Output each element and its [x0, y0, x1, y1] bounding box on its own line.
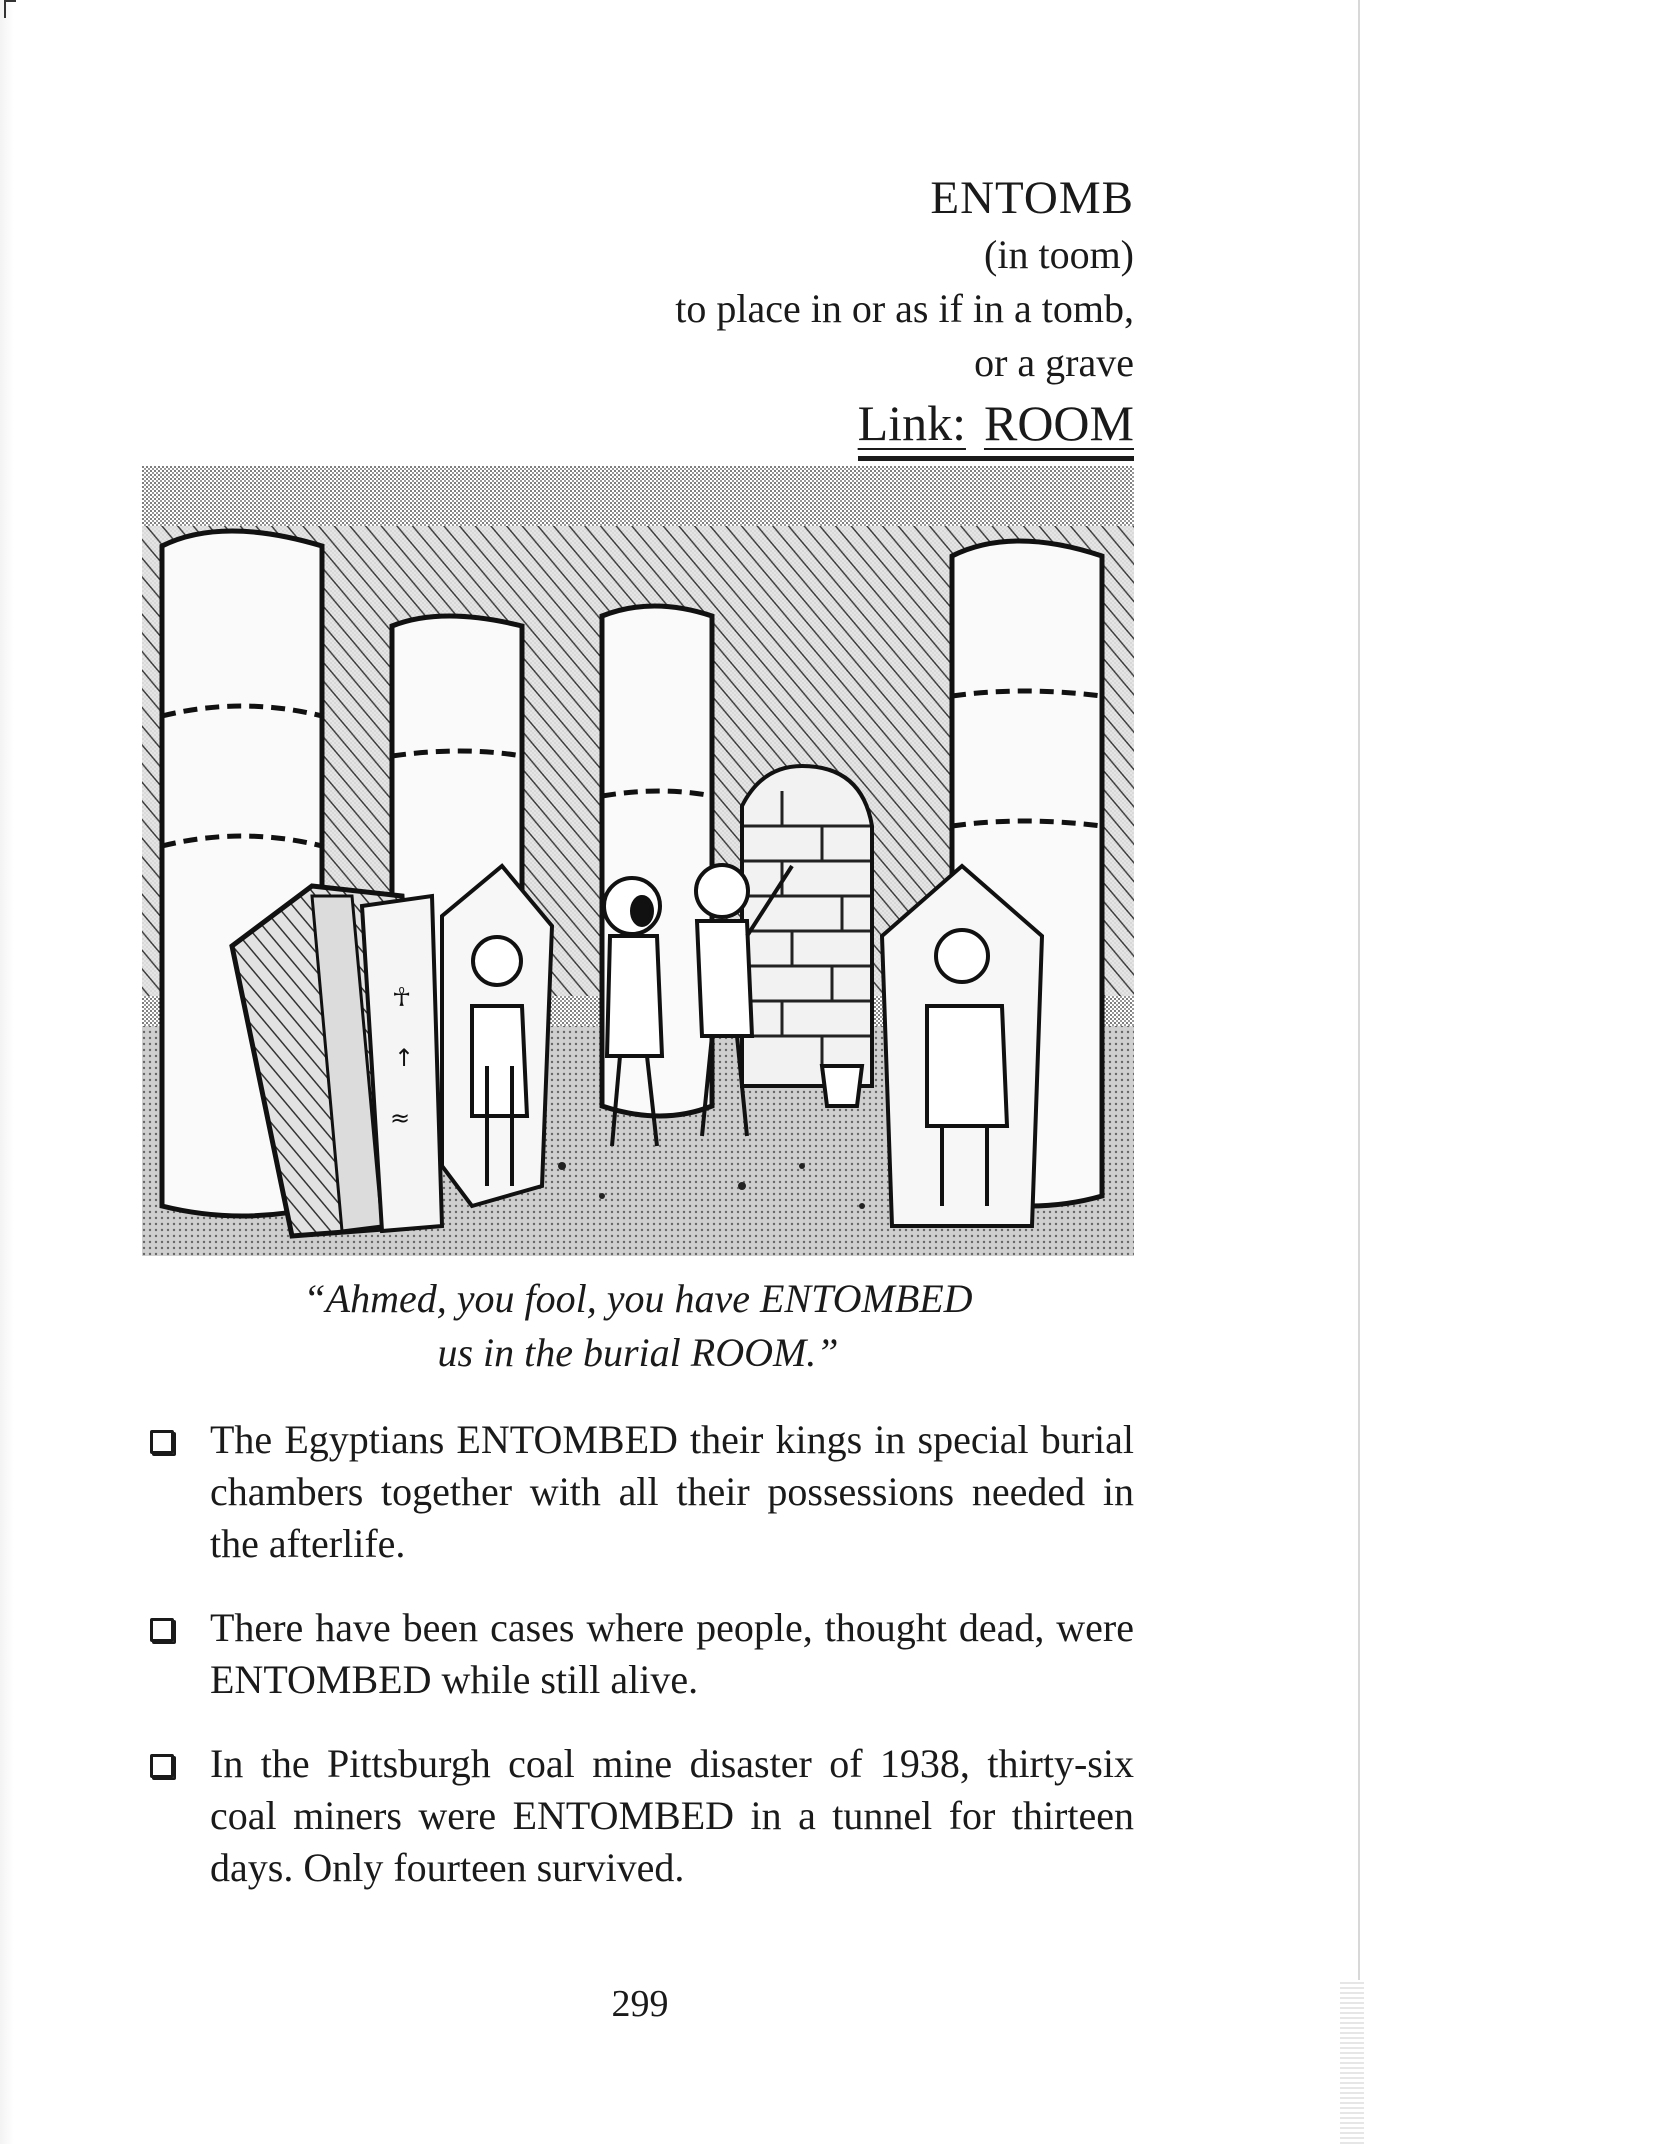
caption-line-2: us in the burial ROOM.”: [437, 1330, 839, 1375]
example-sentence: [148, 1414, 1134, 1570]
scan-corner-mark: [4, 0, 16, 18]
illustration-caption: [142, 1272, 1134, 1380]
definition-line-1: to place in or as if in a tomb,: [675, 286, 1134, 331]
example-sentence: [148, 1738, 1134, 1894]
scan-right-edge: [1358, 0, 1664, 2144]
brick-doorway: [742, 766, 872, 1086]
example-sentence-text: There have been cases where people, thought dead, were ENTOMBED while still alive.: [210, 1605, 1134, 1702]
svg-text:↑: ↑: [394, 1044, 415, 1072]
example-sentences: [148, 1414, 1134, 1926]
checkbox-bullet-icon: [150, 1430, 174, 1454]
page-number: 299: [611, 1983, 669, 2025]
link-label: Link:: [857, 395, 966, 451]
definition-line-2: or a grave: [974, 340, 1134, 385]
link-line: [858, 392, 1134, 461]
caption-line-1: “Ahmed, you fool, you have ENTOMBED: [303, 1276, 973, 1321]
checkbox-bullet-icon: [150, 1754, 174, 1778]
hieroglyph-glyphs: ☥: [392, 983, 412, 1013]
headword-block: [675, 168, 1134, 461]
checkbox-bullet-icon: [150, 1618, 174, 1642]
pronunciation: (in toom): [984, 232, 1134, 277]
mummy-case-right: [882, 866, 1042, 1226]
headword: ENTOMB: [930, 172, 1134, 224]
scan-left-edge: [0, 0, 14, 2144]
example-sentence: [148, 1602, 1134, 1706]
example-sentence-text: In the Pittsburgh coal mine disaster of 1938, thirty-six coal miners were ENTOMBED in a tunnel for thirteen days. Only fourteen survived.: [210, 1741, 1134, 1890]
cartoon-illustration: [142, 466, 1134, 1256]
link-word: ROOM: [983, 395, 1134, 451]
mortar-bucket: [822, 1066, 862, 1106]
scan-edge-noise: [1340, 1980, 1364, 2144]
svg-text:≈: ≈: [390, 1104, 411, 1132]
cartoon-drawing: [142, 466, 1134, 1256]
example-sentence-text: The Egyptians ENTOMBED their kings in special burial chambers together with all their possessions needed in the afterlife.: [210, 1417, 1134, 1566]
mummy-case-left: [442, 866, 552, 1206]
